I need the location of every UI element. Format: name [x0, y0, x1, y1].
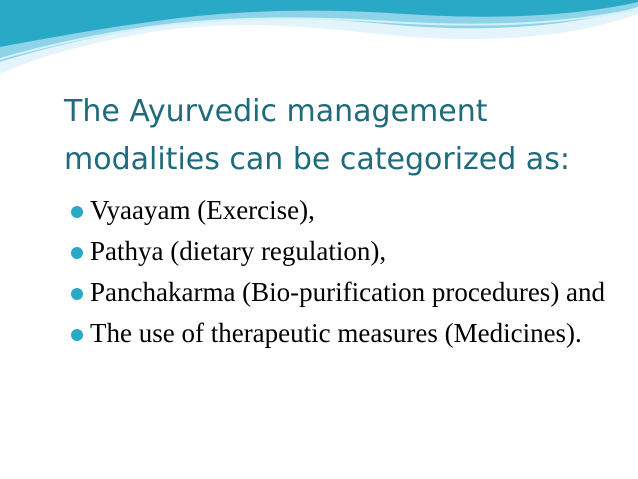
- disc-bullet-icon: [71, 329, 83, 341]
- slide-title-line-1: The Ayurvedic management: [64, 94, 488, 129]
- slide-title: [64, 88, 624, 184]
- disc-bullet-icon: [71, 288, 83, 300]
- disc-bullet-icon: [71, 206, 83, 218]
- list-item-therapeutic-measures: [68, 313, 608, 354]
- list-item-pathya: [68, 231, 608, 272]
- slide-title-line-2: modalities can be categorized as:: [64, 142, 570, 177]
- management-modalities-list: [68, 190, 608, 354]
- list-item-vyaayam: [68, 190, 608, 231]
- disc-bullet-icon: [71, 247, 83, 259]
- decorative-wave-header: [0, 0, 638, 90]
- list-item-text: Pathya (dietary regulation),: [90, 236, 387, 266]
- list-item-panchakarma: [68, 272, 608, 313]
- list-item-text: The use of therapeutic measures (Medicines).: [90, 318, 582, 348]
- list-item-text: Panchakarma (Bio-purification procedures) and: [90, 277, 606, 307]
- list-item-text: Vyaayam (Exercise),: [90, 195, 315, 225]
